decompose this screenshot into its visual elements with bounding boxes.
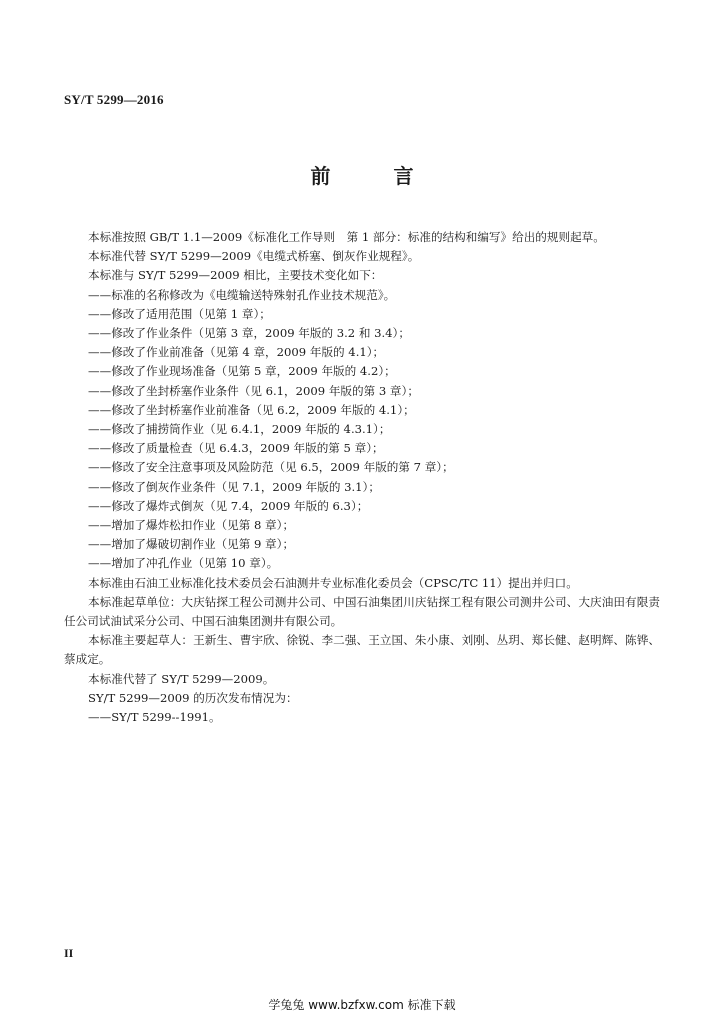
change-item: ——标准的名称修改为《电缆输送特殊射孔作业技术规范》。 bbox=[88, 287, 396, 302]
change-item: ——修改了作业前准备（见第 4 章，2009 年版的 4.1）； bbox=[88, 345, 385, 360]
change-item: ——修改了坐封桥塞作业条件（见 6.1，2009 年版的第 3 章）； bbox=[88, 383, 419, 398]
change-item: ——修改了质量检查（见 6.4.3，2009 年版的第 5 章）； bbox=[88, 441, 384, 456]
page-title: 前 言 bbox=[310, 164, 442, 188]
change-item: ——增加了爆炸松扣作业（见第 8 章）； bbox=[88, 518, 295, 533]
watermark-text: 学兔兔 www.bzfxw.com 标准下载 bbox=[268, 998, 456, 1012]
change-item: ——修改了倒灰作业条件（见 7.1，2009 年版的 3.1）； bbox=[88, 479, 380, 494]
closing-paragraph: SY/T 5299—2009 的历次发布情况为： bbox=[88, 690, 298, 705]
closing-paragraph: 本标准由石油工业标准化技术委员会石油测井专业标准化委员会（CPSC/TC 11）提出并归口。 bbox=[88, 575, 578, 590]
closing-paragraph: 本标准起草单位：大庆钻探工程公司测井公司、中国石油集团川庆钻探工程有限公司测井公司、大庆油田有限责任公司试油试采分公司、中国石油集团测井有限公司。 bbox=[64, 594, 660, 629]
history-item: ——SY/T 5299--1991。 bbox=[88, 710, 221, 725]
change-item: ——修改了适用范围（见第 1 章）； bbox=[88, 306, 271, 321]
change-item: ——修改了安全注意事项及风险防范（见 6.5，2009 年版的第 7 章）； bbox=[88, 460, 454, 475]
change-item: ——修改了坐封桥塞作业前准备（见 6.2，2009 年版的 4.1）； bbox=[88, 402, 415, 417]
change-item: ——修改了爆炸式倒灰（见 7.4，2009 年版的 6.3）； bbox=[88, 498, 369, 513]
intro-paragraph: 本标准按照 GB/T 1.1—2009《标准化工作导则 第 1 部分：标准的结构和编写》给出的规则起草。 bbox=[88, 230, 605, 244]
change-item: ——修改了作业条件（见第 3 章，2009 年版的 3.2 和 3.4）； bbox=[88, 326, 410, 341]
change-item: ——增加了爆破切割作业（见第 9 章）； bbox=[88, 537, 295, 552]
change-item: ——修改了捕捞筒作业（见 6.4.1，2009 年版的 4.3.1）； bbox=[88, 422, 391, 437]
closing-paragraph: 本标准主要起草人：王新生、曹宇欣、徐锐、李二强、王立国、朱小康、刘刚、丛玥、郑长健、赵明辉、陈铧、蔡成定。 bbox=[64, 633, 660, 667]
standard-code: SY/T 5299—2016 bbox=[64, 92, 164, 107]
document-body bbox=[64, 228, 660, 727]
page-number: II bbox=[64, 946, 74, 960]
change-item: ——增加了冲孔作业（见第 10 章）。 bbox=[88, 556, 279, 571]
intro-paragraph: 本标准代替 SY/T 5299—2009《电缆式桥塞、倒灰作业规程》。 bbox=[88, 249, 420, 264]
closing-paragraph: 本标准代替了 SY/T 5299—2009。 bbox=[88, 671, 275, 686]
intro-paragraph: 本标准与 SY/T 5299—2009 相比，主要技术变化如下： bbox=[88, 268, 383, 283]
change-item: ——修改了作业现场准备（见第 5 章，2009 年版的 4.2）； bbox=[88, 364, 396, 379]
